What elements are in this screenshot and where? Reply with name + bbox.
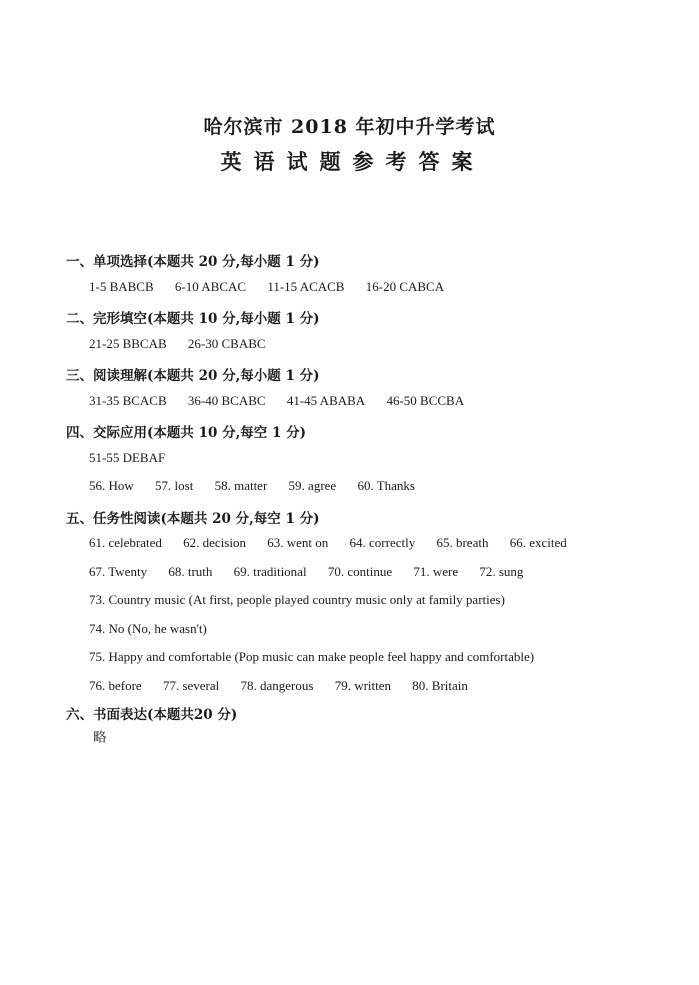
answer-item: 56. How — [89, 478, 134, 493]
answer-row-2 — [89, 336, 266, 352]
section-heading-4: 四、交际应用(本题共 10 分,每空 1 分) — [66, 425, 306, 441]
answer-item: 21-25 BBCAB — [89, 336, 167, 351]
answer-row-3 — [89, 393, 464, 409]
answer-item: 58. matter — [214, 478, 268, 493]
answer-item: 65. breath — [436, 535, 489, 550]
answer-item: 68. truth — [168, 564, 213, 579]
answer-item: 51-55 DEBAF — [89, 450, 166, 465]
answer-item: 63. went on — [267, 535, 329, 550]
answer-item: 16-20 CABCA — [365, 279, 445, 294]
answer-item: 62. decision — [183, 535, 246, 550]
answer-item: 76. before — [89, 678, 142, 693]
answer-row-1 — [89, 279, 444, 295]
answer-item: 77. several — [162, 678, 220, 693]
answer-row-5f — [89, 678, 468, 694]
answer-item: 66. excited — [509, 535, 567, 550]
answer-item: 74. No (No, he wasn't) — [89, 621, 207, 636]
answer-item: 26-30 CBABC — [187, 336, 266, 351]
answer-row-5a — [89, 535, 567, 551]
answer-item: 61. celebrated — [89, 535, 162, 550]
answer-item: 1-5 BABCB — [89, 279, 154, 294]
answer-item: 69. traditional — [233, 564, 307, 579]
answer-row-5d — [89, 621, 207, 637]
answer-item: 73. Country music (At first, people played country music only at family parties) — [89, 592, 505, 607]
answer-row-5e — [89, 649, 534, 665]
answer-row-5b — [89, 564, 523, 580]
section-heading-5: 五、任务性阅读(本题共 20 分,每空 1 分) — [66, 511, 320, 527]
answer-item: 79. written — [334, 678, 392, 693]
answer-item: 67. Twenty — [89, 564, 148, 579]
answer-key-title: 英语试题参考答案 — [220, 149, 485, 174]
answer-item: 46-50 BCCBA — [386, 393, 465, 408]
answer-item: 70. continue — [327, 564, 393, 579]
answer-item: 11-15 ACACB — [267, 279, 345, 294]
answer-item: 31-35 BCACB — [89, 393, 167, 408]
answer-item: 75. Happy and comfortable (Pop music can make people feel happy and comfortable) — [89, 649, 535, 664]
section-heading-1: 一、单项选择(本题共 20 分,每小题 1 分) — [66, 254, 320, 270]
answer-item: 59. agree — [288, 478, 337, 493]
answer-row-4a — [89, 450, 165, 466]
section-heading-6: 六、书面表达(本题共20 分) — [66, 707, 238, 723]
writing-note: 略 — [93, 730, 107, 746]
answer-item: 60. Thanks — [357, 478, 415, 493]
answer-item: 41-45 ABABA — [286, 393, 366, 408]
answer-row-4b — [89, 478, 415, 494]
answer-row-5c — [89, 592, 505, 608]
answer-item: 78. dangerous — [240, 678, 314, 693]
section-heading-3: 三、阅读理解(本题共 20 分,每小题 1 分) — [66, 368, 320, 384]
answer-item: 72. sung — [479, 564, 524, 579]
answer-item: 6-10 ABCAC — [174, 279, 247, 294]
section-heading-2: 二、完形填空(本题共 10 分,每小题 1 分) — [66, 311, 320, 327]
answer-item: 36-40 BCABC — [187, 393, 266, 408]
answer-item: 64. correctly — [349, 535, 416, 550]
answer-item: 71. were — [413, 564, 459, 579]
answer-item: 57. lost — [155, 478, 194, 493]
answer-item: 80. Britain — [412, 678, 468, 693]
exam-title: 哈尔滨市 2018 年初中升学考试 — [203, 116, 496, 138]
